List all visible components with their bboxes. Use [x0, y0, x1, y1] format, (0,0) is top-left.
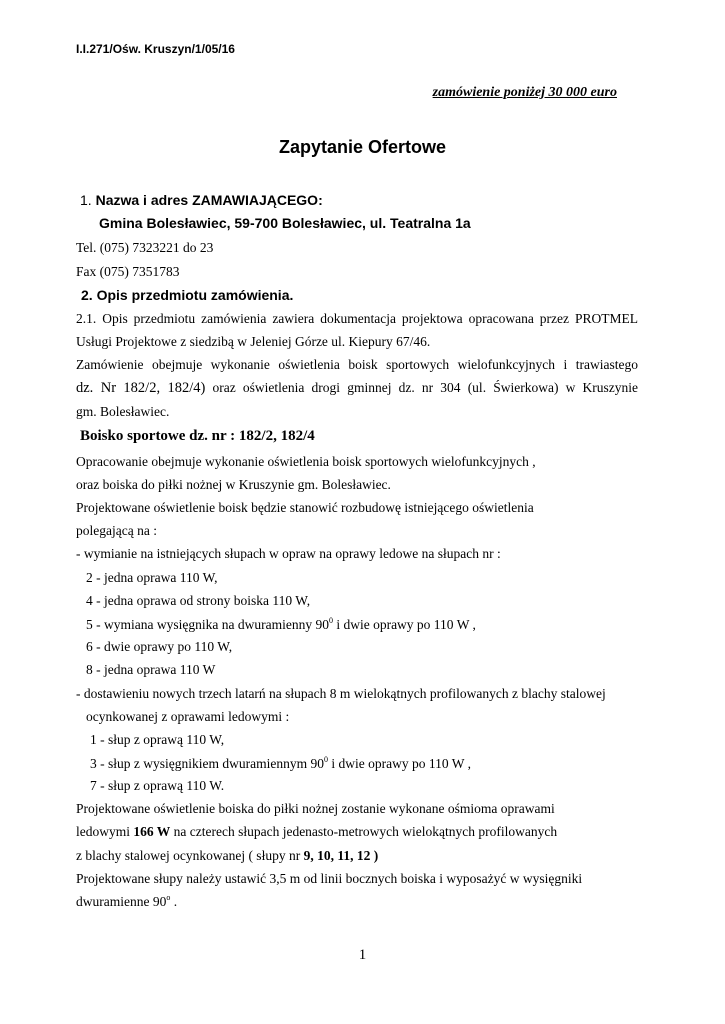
- boisko-line: - wymianie na istniejących słupach w opraw na oprawy ledowe na słupach nr :: [76, 546, 501, 561]
- boisko-line: [76, 893, 177, 910]
- pole-item-text: i dwie oprawy po 110 W ,: [332, 617, 476, 632]
- boisko-line: oraz boiska do piłki nożnej w Kruszynie gm. Bolesławiec.: [76, 477, 391, 492]
- pole-numbers: 9, 10, 11, 12 ): [303, 848, 379, 863]
- pole-item: 6 - dwie oprawy po 110 W,: [86, 639, 233, 654]
- fax: Fax (075) 7351783: [76, 264, 180, 279]
- section-2-paragraph-line: [76, 380, 638, 397]
- degree-mark: 0: [328, 616, 333, 625]
- boisko-text: z blachy stalowej ocynkowanej ( słupy nr: [76, 848, 304, 863]
- pole-item: 2 - jedna oprawa 110 W,: [86, 570, 218, 585]
- boisko-line: - dostawieniu nowych trzech latarń na słupach 8 m wielokątnych profilowanych z blachy stalowej: [76, 686, 606, 701]
- pole-item: 1 - słup z oprawą 110 W,: [90, 732, 225, 747]
- boisko-line: Projektowane oświetlenie boiska do piłki nożnej zostanie wykonane ośmioma oprawami: [76, 801, 555, 816]
- section-2-paragraph-line: gm. Bolesławiec.: [76, 404, 170, 419]
- boisko-line: [76, 848, 378, 864]
- pole-item: [90, 755, 471, 772]
- telephone: Tel. (075) 7323221 do 23: [76, 240, 214, 255]
- pole-item: 7 - słup z oprawą 110 W.: [90, 778, 225, 793]
- luminaire-power: 166 W: [133, 824, 171, 839]
- pole-item-text: 3 - słup z wysięgnikiem dwuramiennym 90: [90, 756, 324, 771]
- boisko-text: ledowymi: [76, 824, 134, 839]
- pole-item: 4 - jedna oprawa od strony boiska 110 W,: [86, 593, 311, 608]
- boisko-text: dwuramienne 90: [76, 894, 167, 909]
- boisko-line: Projektowane słupy należy ustawić 3,5 m od linii bocznych boiska i wyposażyć w wysięgniki: [76, 871, 583, 886]
- boisko-line: [76, 824, 557, 840]
- pole-item-text: 5 - wymiana wysięgnika na dwuramienny 90: [86, 617, 329, 632]
- parcel-numbers: dz. Nr 182/2, 182/4): [76, 380, 206, 396]
- boisko-text: na czterech słupach jedenasto-metrowych wielokątnych profilowanych: [170, 824, 558, 839]
- section-2-heading: 2. Opis przedmiotu zamówienia.: [81, 287, 294, 303]
- boisko-line: Projektowane oświetlenie boisk będzie stanowić rozbudowę istniejącego oświetlenia: [76, 500, 534, 515]
- boisko-line: polegającą na :: [76, 523, 157, 538]
- degree-mark: o: [166, 893, 171, 902]
- page-title: Zapytanie Ofertowe: [278, 137, 447, 157]
- pole-item: [86, 616, 476, 633]
- section-1-title: Nazwa i adres ZAMAWIAJĄCEGO:: [95, 192, 323, 208]
- section-2-paragraph-line: Usługi Projektowe z siedzibą w Jeleniej Górze ul. Kiepury 67/46.: [76, 334, 431, 349]
- orderer-address: Gmina Bolesławiec, 59-700 Bolesławiec, ul. Teatralna 1a: [99, 215, 471, 231]
- threshold-note: zamówienie poniżej 30 000 euro: [432, 85, 617, 100]
- road-lighting-text: oraz oświetlenia drogi gminnej dz. nr 304 (ul. Świerkowa) w Kruszynie: [205, 380, 639, 395]
- section-1-number: 1.: [80, 192, 92, 208]
- page-number: 1: [358, 947, 367, 963]
- section-2-paragraph-line: 2.1. Opis przedmiotu zamówienia zawiera dokumentacja projektowa opracowana przez PROTMEL: [76, 311, 638, 326]
- boisko-text: .: [170, 894, 178, 909]
- pole-item-text: i dwie oprawy po 110 W ,: [327, 756, 471, 771]
- section-1-heading: [80, 192, 323, 208]
- pole-item: 8 - jedna oprawa 110 W: [86, 662, 216, 677]
- degree-mark: 0: [323, 755, 328, 764]
- boisko-line: Opracowanie obejmuje wykonanie oświetlenia boisk sportowych wielofunkcyjnych ,: [76, 454, 536, 469]
- section-2-paragraph-line: Zamówienie obejmuje wykonanie oświetlenia boisk sportowych wielofunkcyjnych i trawiastego: [76, 357, 638, 372]
- boisko-line: ocynkowanej z oprawami ledowymi :: [86, 709, 290, 724]
- boisko-heading: Boisko sportowe dz. nr : 182/2, 182/4: [80, 428, 315, 444]
- document-reference: I.I.271/Ośw. Kruszyn/1/05/16: [76, 42, 235, 56]
